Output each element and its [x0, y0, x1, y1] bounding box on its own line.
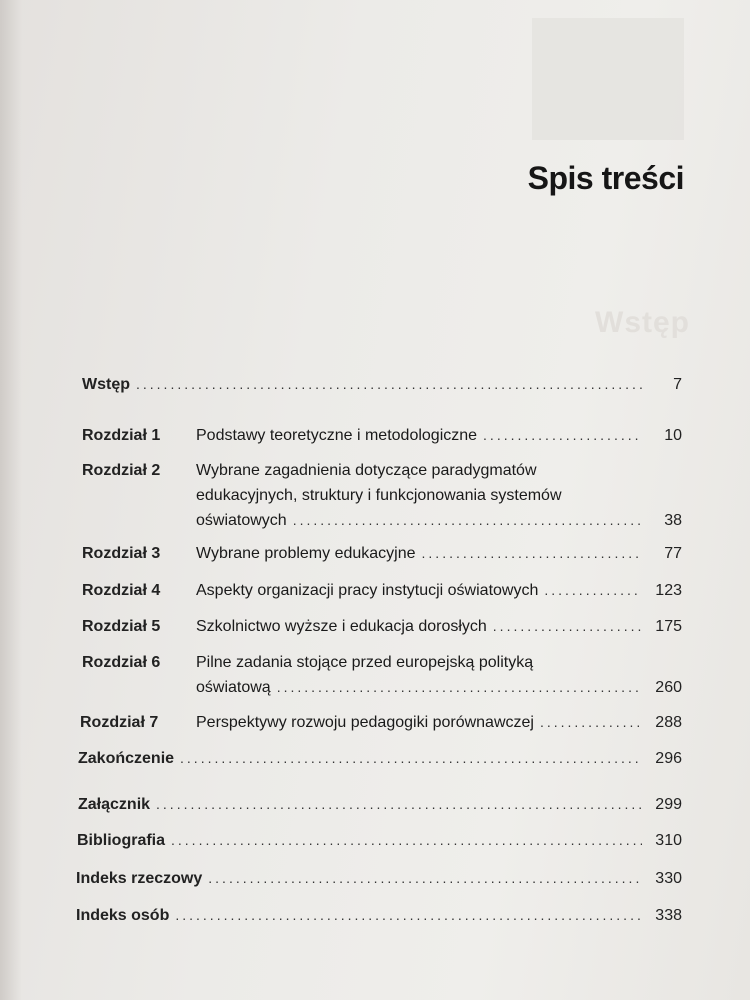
- toc-entry-label: Rozdział 1: [82, 427, 161, 444]
- leader-dots: [422, 541, 642, 566]
- toc-page-number: 123: [655, 582, 682, 599]
- toc-entry-zakonczenie[interactable]: [78, 746, 682, 771]
- toc-entry-title: [196, 650, 648, 700]
- leader-dots: [175, 903, 642, 928]
- toc-entry-label: Zakończenie: [78, 750, 175, 767]
- toc-entry-label: Indeks rzeczowy: [76, 870, 203, 887]
- toc-entry-label: Bibliografia: [77, 832, 166, 849]
- leader-dots: [136, 372, 642, 397]
- toc-entry-label: Indeks osób: [76, 907, 170, 924]
- leader-dots: [493, 614, 642, 639]
- page-title: Spis treści: [527, 160, 684, 196]
- toc-page-number: 7: [673, 376, 682, 393]
- toc-page-number: 299: [655, 796, 682, 813]
- toc-page-number: 338: [655, 907, 682, 924]
- toc-entry-title: [196, 423, 648, 448]
- toc-entry-label: Wstęp: [82, 376, 130, 393]
- leader-dots: [544, 578, 642, 603]
- toc-entry-title: [196, 458, 648, 533]
- toc-entry-label: Rozdział 6: [82, 654, 161, 671]
- toc-entry-chapter-4[interactable]: [82, 578, 682, 603]
- chapter-title-line: Pilne zadania stojące przed europejską polityką: [196, 654, 534, 671]
- chapter-title-line: Podstawy teoretyczne i metodologiczne: [196, 427, 478, 444]
- leader-dots: [208, 866, 642, 891]
- leader-dots: [180, 746, 642, 771]
- leader-dots: [171, 828, 642, 853]
- toc-entry-label: Rozdział 4: [82, 582, 161, 599]
- chapter-title-line: Perspektywy rozwoju pedagogiki porównawczej: [196, 714, 534, 731]
- toc-entry-chapter-2[interactable]: [82, 458, 682, 533]
- toc-entry-title: [196, 614, 648, 639]
- toc-entry-title: [196, 710, 648, 735]
- chapter-title-line: edukacyjnych, struktury i funkcjonowania systemów: [196, 487, 562, 504]
- toc-page-number: 38: [664, 512, 682, 529]
- toc-entry-indeks-osob[interactable]: [76, 903, 682, 928]
- toc-page-number: 310: [655, 832, 682, 849]
- leader-dots: [277, 675, 642, 700]
- toc-entry-chapter-7[interactable]: [80, 710, 682, 735]
- leader-dots: [483, 423, 642, 448]
- toc-entry-label: Rozdział 7: [80, 714, 159, 731]
- leader-dots: [293, 508, 642, 533]
- toc-entry-bibliografia[interactable]: [77, 828, 682, 853]
- leader-dots: [156, 792, 642, 817]
- toc-page-number: 296: [655, 750, 682, 767]
- toc-entry-chapter-6[interactable]: [82, 650, 682, 700]
- toc-entry-title: [196, 578, 648, 603]
- bleed-through-heading: Wstęp: [595, 306, 690, 339]
- toc-entry-label: Rozdział 3: [82, 545, 161, 562]
- chapter-title-line: oświatowych: [196, 512, 287, 529]
- chapter-title-line: Wybrane zagadnienia dotyczące paradygmatów: [196, 462, 537, 479]
- toc-entry-chapter-3[interactable]: [82, 541, 682, 566]
- toc-entry-title: [196, 541, 648, 566]
- toc-entry-label: Załącznik: [78, 796, 151, 813]
- toc-page-number: 77: [664, 545, 682, 562]
- leader-dots: [540, 710, 642, 735]
- toc-entry-label: Rozdział 2: [82, 462, 161, 479]
- chapter-title-line: oświatową: [196, 679, 271, 696]
- toc-entry-wstep[interactable]: [82, 372, 682, 397]
- toc-entry-zalacznik[interactable]: [78, 792, 682, 817]
- toc-entry-chapter-5[interactable]: [82, 614, 682, 639]
- toc-entry-chapter-1[interactable]: [82, 423, 682, 448]
- toc-page-number: 175: [655, 618, 682, 635]
- chapter-title-line: Wybrane problemy edukacyjne: [196, 545, 416, 562]
- toc-page-number: 288: [655, 714, 682, 731]
- chapter-title-line: Szkolnictwo wyższe i edukacja dorosłych: [196, 618, 487, 635]
- toc-page-number: 10: [664, 427, 682, 444]
- toc-entry-label: Rozdział 5: [82, 618, 161, 635]
- toc-entry-indeks-rzeczowy[interactable]: [76, 866, 682, 891]
- toc-page-number: 330: [655, 870, 682, 887]
- chapter-title-line: Aspekty organizacji pracy instytucji oświatowych: [196, 582, 539, 599]
- toc-page-number: 260: [655, 679, 682, 696]
